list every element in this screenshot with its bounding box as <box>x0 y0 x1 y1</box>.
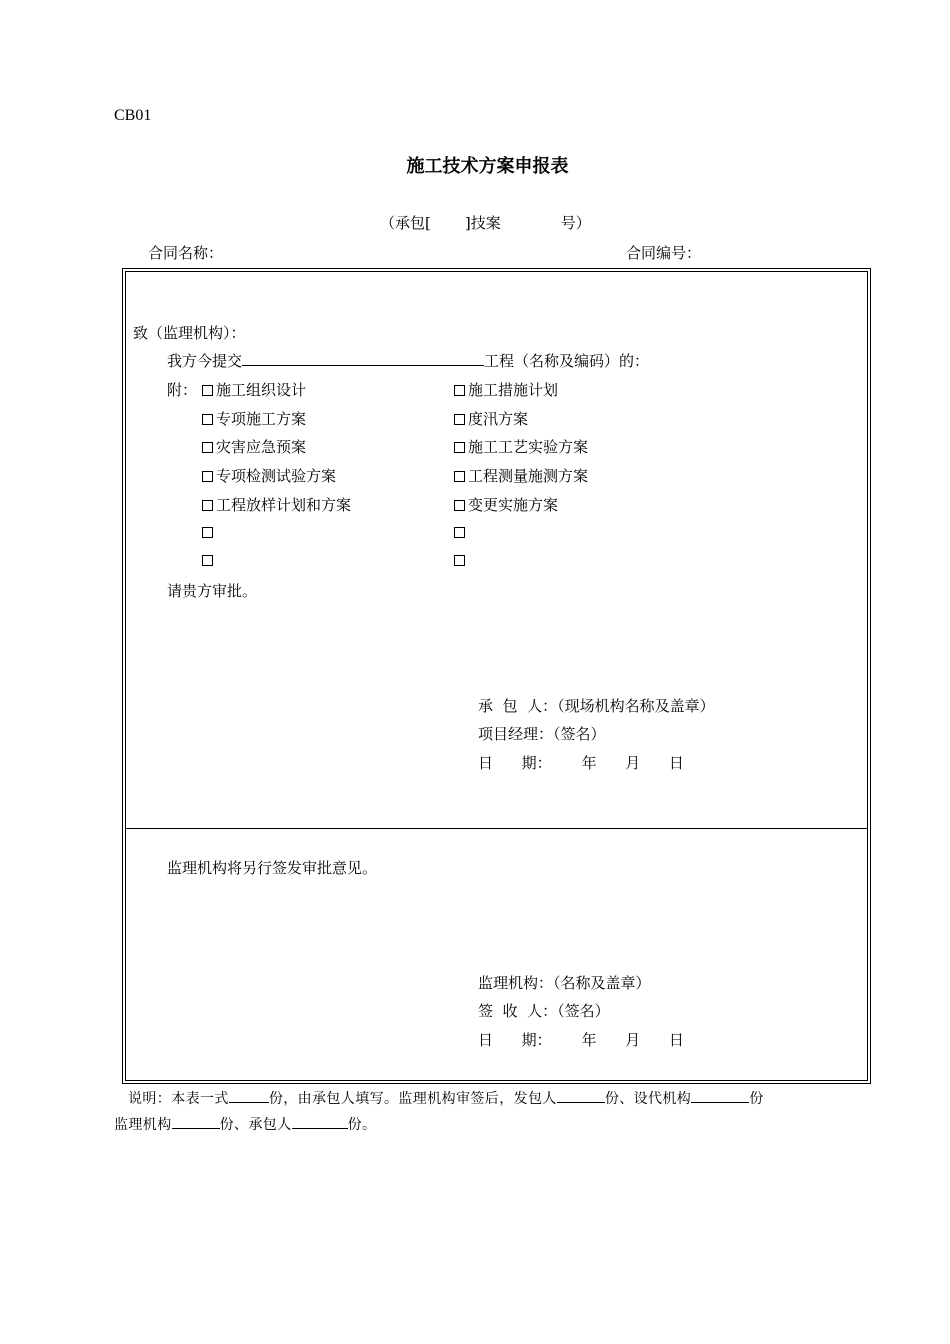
right-attachment-item[interactable] <box>454 465 588 486</box>
right-attachment-item[interactable] <box>454 494 558 515</box>
attach-label: 附： <box>167 381 198 399</box>
supervisor-value: （名称及盖章） <box>553 974 651 992</box>
contractor-signature-line <box>478 695 715 716</box>
attachment-label: 度汛方案 <box>468 409 529 428</box>
attachment-label: 专项施工方案 <box>216 409 307 428</box>
upper-date-line <box>478 752 684 773</box>
attachment-label: 施工组织设计 <box>216 381 307 399</box>
footer-text: 份、设代机构 <box>604 1091 692 1107</box>
page-title: 施工技术方案申报表 <box>406 156 569 177</box>
footer-text: 监理机构 <box>114 1117 172 1133</box>
footer-text: 份，由承包人填写。监理机构审签后，发包人 <box>268 1091 557 1107</box>
lower-date-line <box>478 1029 684 1050</box>
checkbox-icon[interactable] <box>202 442 213 453</box>
right-attachment-item[interactable] <box>454 551 468 569</box>
addressee: 致（监理机构）： <box>133 324 246 342</box>
serial-number-line <box>380 212 591 233</box>
upper-date-value: 年 月 日 <box>581 754 684 772</box>
checkbox-icon[interactable] <box>202 527 213 538</box>
checkbox-icon[interactable] <box>454 555 465 566</box>
attachment-label: 施工工艺实验方案 <box>468 438 589 457</box>
attachment-label: 施工措施计划 <box>468 381 559 399</box>
contract-name-label: 合同名称： <box>148 244 224 262</box>
manager-signature-line <box>478 723 606 744</box>
left-attachment-item[interactable] <box>202 465 336 486</box>
checkbox-icon[interactable] <box>454 442 465 453</box>
attachment-label: 灾害应急预案 <box>216 438 307 457</box>
contract-number-label: 合同编号： <box>626 244 702 262</box>
copies-supervisor-field[interactable] <box>172 1114 220 1129</box>
footer-note-line-2 <box>114 1114 376 1134</box>
lower-date-value: 年 月 日 <box>581 1031 684 1049</box>
copies-owner-field[interactable] <box>557 1088 605 1103</box>
upper-date-label: 日 期： <box>478 754 552 772</box>
checkbox-icon[interactable] <box>202 555 213 566</box>
checkbox-icon[interactable] <box>454 471 465 482</box>
checkbox-icon[interactable] <box>454 527 465 538</box>
receiver-value: （签名） <box>557 1002 610 1020</box>
attachment-label: 专项检测试验方案 <box>216 467 337 486</box>
left-attachment-item[interactable] <box>202 551 216 569</box>
footer-text: 份。 <box>347 1117 377 1133</box>
project-name-field[interactable] <box>242 351 484 366</box>
serial-suffix: 号） <box>560 214 591 232</box>
checkbox-icon[interactable] <box>202 385 213 396</box>
section-divider <box>125 828 868 829</box>
left-attachment-item[interactable] <box>202 379 306 400</box>
receiver-label: 签 收 人： <box>478 1002 558 1020</box>
checkbox-icon[interactable] <box>202 471 213 482</box>
footer-note-line-1 <box>128 1088 764 1108</box>
serial-mid: ]技案 <box>464 214 501 232</box>
form-code: CB01 <box>114 107 152 124</box>
receiver-signature-line <box>478 1000 610 1021</box>
left-attachment-item[interactable] <box>202 523 216 541</box>
left-attachment-item[interactable] <box>202 494 351 515</box>
checkbox-icon[interactable] <box>454 414 465 425</box>
supervisor-label: 监理机构： <box>478 974 554 992</box>
left-attachment-item[interactable] <box>202 408 306 429</box>
copies-design-field[interactable] <box>691 1088 749 1103</box>
checkbox-icon[interactable] <box>454 500 465 511</box>
manager-label: 项目经理： <box>478 725 554 743</box>
checkbox-icon[interactable] <box>454 385 465 396</box>
copies-contractor-field[interactable] <box>292 1114 348 1129</box>
submit-line <box>167 350 649 371</box>
manager-value: （签名） <box>553 725 606 743</box>
submit-prefix: 我方今提交 <box>167 352 243 370</box>
supervisor-opinion: 监理机构将另行签发审批意见。 <box>167 859 378 877</box>
footer-text: 份 <box>749 1091 764 1107</box>
supervisor-signature-line <box>478 972 651 993</box>
contractor-value: （现场机构名称及盖章） <box>557 697 715 715</box>
right-attachment-item[interactable] <box>454 436 588 457</box>
lower-date-label: 日 期： <box>478 1031 552 1049</box>
attachment-label: 变更实施方案 <box>468 495 559 514</box>
left-attachment-item[interactable] <box>202 436 306 457</box>
copies-total-field[interactable] <box>229 1088 269 1103</box>
footer-text: 说明：本表一式 <box>128 1091 229 1107</box>
contractor-label: 承 包 人： <box>478 697 558 715</box>
footer-text: 份、承包人 <box>219 1117 292 1133</box>
checkbox-icon[interactable] <box>202 414 213 425</box>
attachment-label: 工程测量施测方案 <box>468 467 589 486</box>
attachment-label: 工程放样计划和方案 <box>216 495 352 514</box>
approval-request: 请贵方审批。 <box>167 582 258 600</box>
serial-prefix: （承包[ <box>380 214 431 232</box>
checkbox-icon[interactable] <box>202 500 213 511</box>
submit-suffix: 工程（名称及编码）的： <box>484 352 650 370</box>
right-attachment-item[interactable] <box>454 523 468 541</box>
right-attachment-item[interactable] <box>454 379 558 400</box>
right-attachment-item[interactable] <box>454 408 528 429</box>
